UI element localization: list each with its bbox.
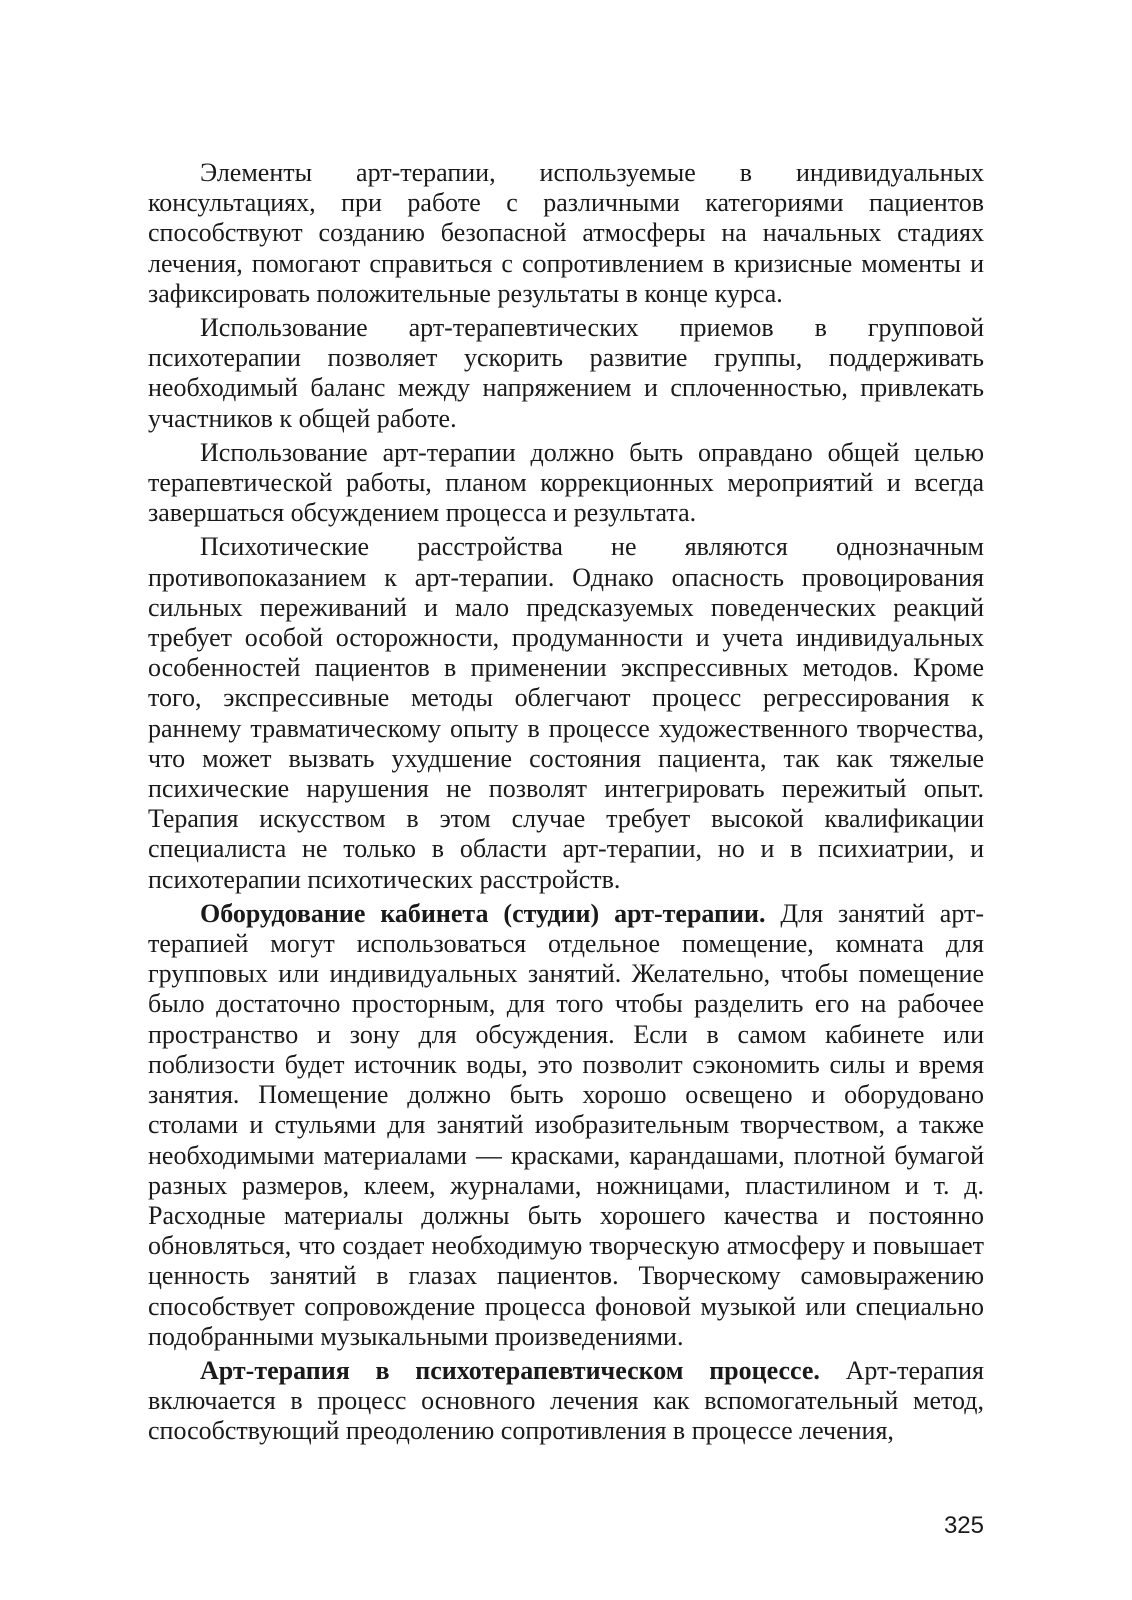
page-number: 325 bbox=[943, 1512, 984, 1539]
paragraph-6-text: Арт-терапия включается в процесс основного лечения как вспомогательный метод, способствующий преодолению сопротивления в процессе лечения, bbox=[148, 1355, 984, 1446]
paragraph-1-text: Элементы арт-терапии, используемые в индивидуальных консультациях, при работе с различными категориями пациентов способствуют созданию безопасной атмосферы на начальных стадиях лечения, помогают справиться с сопротивлением в кризисные моменты и зафиксировать положительные результаты в конце курса. bbox=[148, 158, 984, 308]
body-text bbox=[148, 158, 984, 1447]
paragraph-5-heading: Оборудование кабинета (студии) арт-терапии. bbox=[200, 898, 766, 928]
paragraph-5 bbox=[148, 899, 984, 1352]
paragraph-6 bbox=[148, 1356, 984, 1447]
paragraph-3 bbox=[148, 438, 984, 529]
paragraph-3-text: Использование арт-терапии должно быть оправдано общей целью терапевтической работы, планом коррекционных мероприятий и всегда завершаться обсуждением процесса и результата. bbox=[148, 437, 984, 528]
paragraph-5-text: Для занятий арт-терапией могут использоваться отдельное помещение, комната для групповых или индивидуальных занятий. Желательно, чтобы помещение было достаточно просторным, для того чтобы разделить его на рабочее пространство и зону для обсуждения. Если в самом кабинете или поблизости будет источник воды, это позволит сэкономить силы и время занятия. Помещение должно быть хорошо освещено и оборудовано столами и стульями для занятий изобразительным творчеством, а также необходимыми материалами — красками, карандашами, плотной бумагой разных размеров, клеем, журналами, ножницами, пластилином и т. д. Расходные материалы должны быть хорошего качества и постоянно обновляться, что создает необходимую творческую атмосферу и повышает ценность занятий в глазах пациентов. Творческому самовыражению способствует сопровождение процесса фоновой музыкой или специально подобранными музыкальными произведениями. bbox=[148, 898, 984, 1351]
paragraph-4-text: Психотические расстройства не являются однозначным противопоказанием к арт-терапии. Однако опасность провоцирования сильных переживаний и мало предсказуемых поведенческих реакций требует особой осторожности, продуманности и учета индивидуальных особенностей пациентов в применении экспрессивных методов. Кроме того, экспрессивные методы облегчают процесс регрессирования к раннему травматическому опыту в процессе художественного творчества, что может вызвать ухудшение состояния пациента, так как тяжелые психические нарушения не позволят интегрировать пережитый опыт. Терапия искусством в этом случае требует высокой квалификации специалиста не только в области арт-терапии, но и в психиатрии, и психотерапии психотических расстройств. bbox=[148, 532, 984, 894]
paragraph-2-text: Использование арт-терапевтических приемов в групповой психотерапии позволяет ускорить развитие группы, поддерживать необходимый баланс между напряжением и сплоченностью, привлекать участников к общей работе. bbox=[148, 313, 984, 433]
paragraph-2 bbox=[148, 313, 984, 434]
paragraph-1 bbox=[148, 158, 984, 309]
paragraph-6-heading: Арт-терапия в психотерапевтическом процессе. bbox=[200, 1355, 820, 1385]
paragraph-4 bbox=[148, 532, 984, 894]
